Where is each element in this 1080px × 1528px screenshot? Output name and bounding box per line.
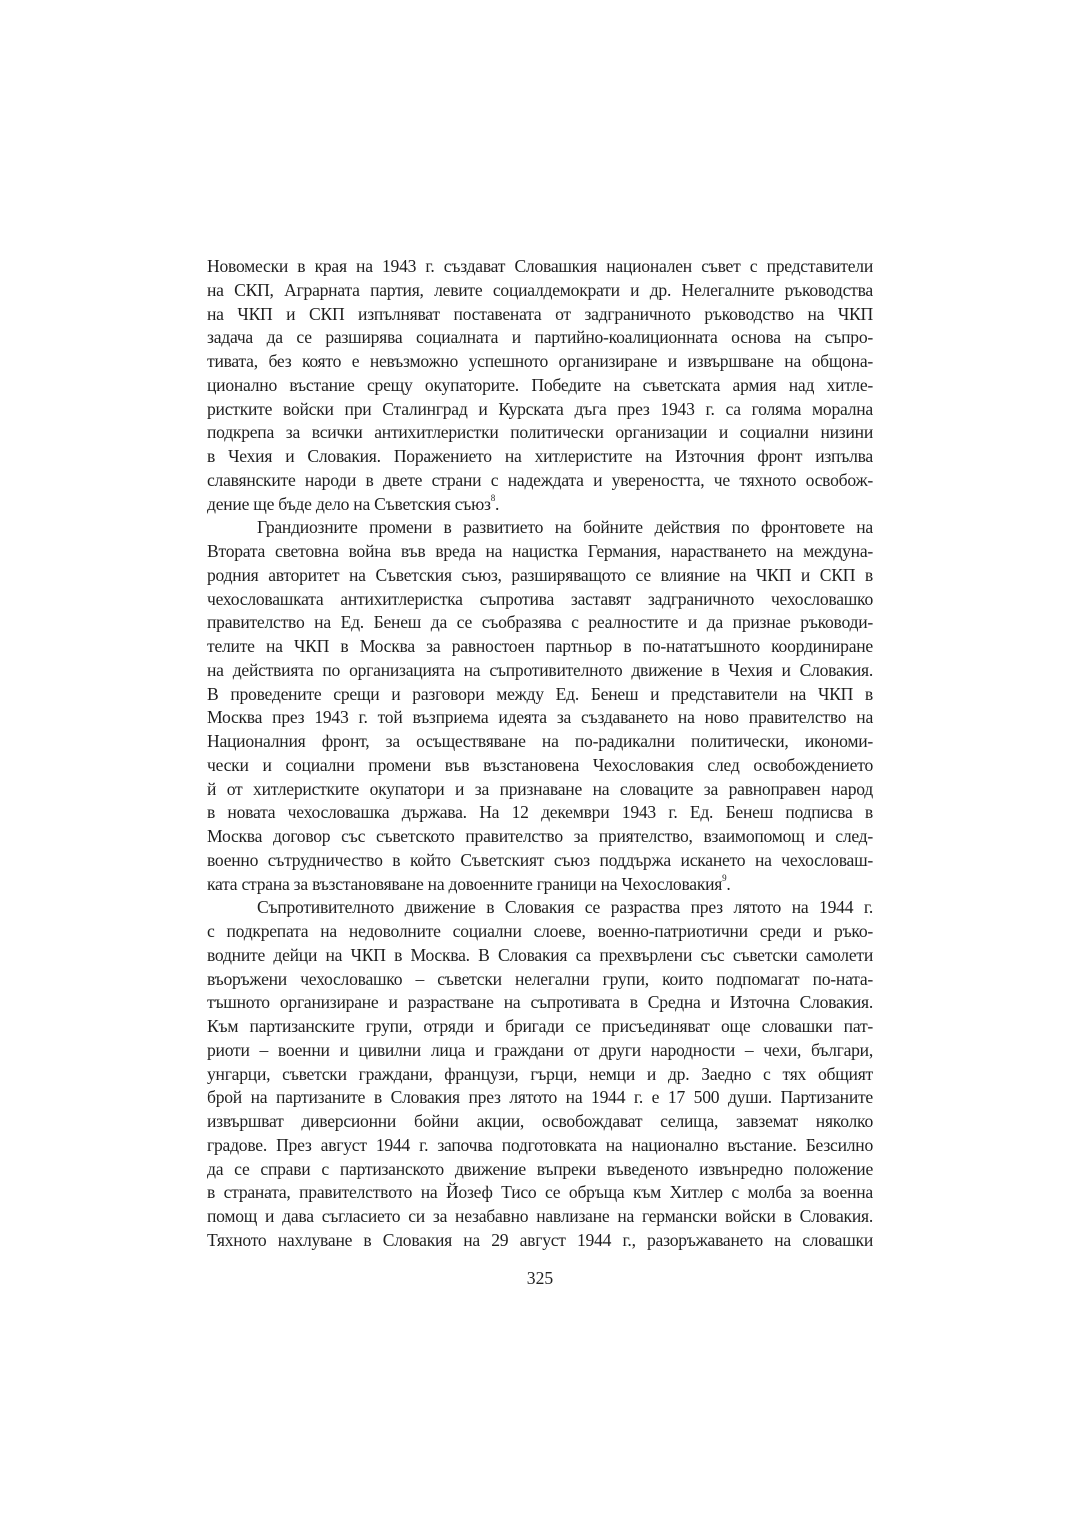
text-line [207, 968, 873, 992]
line-text: унгарци, съветски граждани, французи, гърци, немци и др. Заедно с тях общият [207, 1063, 873, 1084]
line-text: ционално въстание срещу окупаторите. Победите на съветската армия над хитле- [207, 374, 873, 395]
text-line [207, 730, 873, 754]
line-text: въоръжени чехословашко – съветски нелегални групи, които подпомагат по-ната- [207, 968, 873, 989]
text-line [207, 991, 873, 1015]
line-text: телите на ЧКП в Москва за равностоен партньор в по-нататъшното координиране [207, 636, 873, 656]
text-line [207, 1181, 873, 1205]
line-text: ката страна за възстановяване на довоенните граници на Чехословакия [207, 873, 723, 894]
text-line [207, 920, 873, 944]
line-end-punctuation: . [494, 493, 500, 514]
line-text: с подкрепата на недоволните социални слоеве, военно-патриотични среди и ръко- [207, 921, 873, 941]
text-line [207, 1063, 873, 1087]
text-line [207, 350, 873, 374]
text-line [207, 659, 873, 683]
line-text: да се справи с партизанското движение въпреки въведеното извънредно положение [207, 1158, 873, 1179]
text-line [207, 778, 873, 802]
line-text: риоти – военни и цивилни лица и граждани от други народности – чехи, българи, [207, 1039, 873, 1060]
text-line [207, 516, 873, 540]
text-line [207, 635, 873, 659]
text-line [207, 303, 873, 327]
line-text: водните дейци на ЧКП в Москва. В Словакия са прехвърлени със съветски самолети [207, 944, 873, 965]
text-line [207, 683, 873, 707]
line-text: чехословашката антихитлеристка съпротива заставят задграничното чехословашко [207, 588, 873, 609]
text-line [207, 445, 873, 469]
line-end-punctuation: . [726, 873, 731, 894]
line-text: чески и социални промени във възстановена Чехословакия след освобождението [207, 754, 873, 775]
text-line [207, 1086, 873, 1110]
line-text: Съпротивителното движение в Словакия се разраства през лятото на 1944 г. [257, 897, 873, 918]
line-text: тивата, без която е невъзможно успешното организиране и извършване на общона- [207, 351, 873, 371]
page-number: 325 [526, 1268, 554, 1288]
text-line [207, 754, 873, 778]
line-text: Втората световна война във вреда на нацистка Германия, нарастването на междуна- [207, 541, 873, 561]
text-line [207, 398, 873, 422]
text-line [207, 588, 873, 612]
text-line [207, 255, 873, 279]
text-line [207, 896, 873, 920]
text-line [207, 1110, 873, 1134]
line-text: помощ и дава съгласието си за незабавно навлизане на германски войски в Словакия. [207, 1206, 873, 1226]
text-line [207, 326, 873, 350]
line-text: й от хитлеристките окупатори и за признаване на словаците за равноправен народ [207, 778, 873, 799]
line-text: ристките войски при Сталинград и Курската дъга през 1943 г. са голяма морална [207, 398, 873, 419]
line-text: Новомески в края на 1943 г. създават Словашкия национален съвет с представители [207, 256, 873, 276]
text-line [207, 944, 873, 968]
text-line [207, 1015, 873, 1039]
line-text: в Чехия и Словакия. Поражението на хитлеристите на Източния фронт изпълва [207, 446, 873, 466]
line-text: извършват диверсионни бойни акции, освобождават селища, завземат няколко [207, 1111, 873, 1131]
text-line [207, 469, 873, 493]
line-text: В проведените срещи и разговори между Ед. Бенеш и представители на ЧКП в [207, 683, 873, 704]
text-line [207, 611, 873, 635]
line-text: Москва през 1943 г. той възприема идеята за създаването на ново правителство на [207, 707, 873, 728]
text-line [207, 493, 873, 517]
text-line [207, 1205, 873, 1229]
line-text: на действията по организацията на съпротивителното движение в Чехия и Словакия. [207, 659, 873, 680]
text-line [207, 564, 873, 588]
line-text: славянските народи в двете страни с надеждата и увереността, че тяхното освобож- [207, 469, 873, 490]
footnote-marker[interactable]: 9 [722, 872, 727, 883]
line-text: Националния фронт, за осъществяване на по-радикални политически, икономи- [207, 731, 873, 751]
line-text: дение ще бъде дело на Съветския съюз [207, 493, 491, 514]
line-text: на СКП, Аграрната партия, левите социалдемократи и др. Нелегалните ръководства [207, 279, 873, 300]
text-line [207, 1134, 873, 1158]
text-line [207, 421, 873, 445]
line-text: градове. През август 1944 г. започва подготовката на национално въстание. Безсилно [207, 1134, 873, 1155]
body-text [207, 255, 873, 1253]
text-line [207, 706, 873, 730]
line-text: на ЧКП и СКП изпълняват поставената от задграничното ръководство на ЧКП [207, 303, 873, 324]
text-line [207, 825, 873, 849]
text-line [207, 540, 873, 564]
line-text: Към партизанските групи, отряди и бригади се присъединяват още словашки пат- [207, 1016, 873, 1036]
line-text: в новата чехословашка държава. На 12 декември 1943 г. Ед. Бенеш подписва в [207, 802, 873, 823]
line-text: подкрепа за всички антихитлеристки политически организации и социални низини [207, 422, 873, 443]
line-text: в страната, правителството на Йозеф Тисо се обръща към Хитлер с молба за военна [207, 1182, 873, 1203]
text-line [207, 873, 873, 897]
text-line [207, 374, 873, 398]
line-text: брой на партизаните в Словакия през лятото на 1944 г. е 17 500 души. Партизаните [207, 1087, 873, 1108]
text-line [207, 801, 873, 825]
text-line [207, 1158, 873, 1182]
line-text: правителство на Ед. Бенеш да се съобразява с реалностите и да признае ръководи- [207, 612, 873, 633]
text-line [207, 279, 873, 303]
line-text: тъшното организиране и разрастване на съпротивата в Средна и Източна Словакия. [207, 992, 873, 1013]
line-text: Грандиозните промени в развитието на бойните действия по фронтовете на [257, 517, 873, 538]
text-line [207, 849, 873, 873]
line-text: военно сътрудничество в който Съветският съюз поддържа искането на чехословаш- [207, 849, 873, 870]
line-text: Тяхното нахлуване в Словакия на 29 август 1944 г., разоръжаването на словашки [207, 1229, 873, 1250]
line-text: родния авторитет на Съветския съюз, разширяващото се влияние на ЧКП и СКП в [207, 564, 873, 585]
footnote-marker[interactable]: 8 [490, 492, 495, 503]
text-line [207, 1039, 873, 1063]
text-line [207, 1229, 873, 1253]
line-text: Москва договор със съветското правителство за приятелство, взаимопомощ и след- [207, 826, 873, 846]
line-text: задача да се разширява социалната и партийно-коалиционната основа на съпро- [207, 327, 873, 348]
